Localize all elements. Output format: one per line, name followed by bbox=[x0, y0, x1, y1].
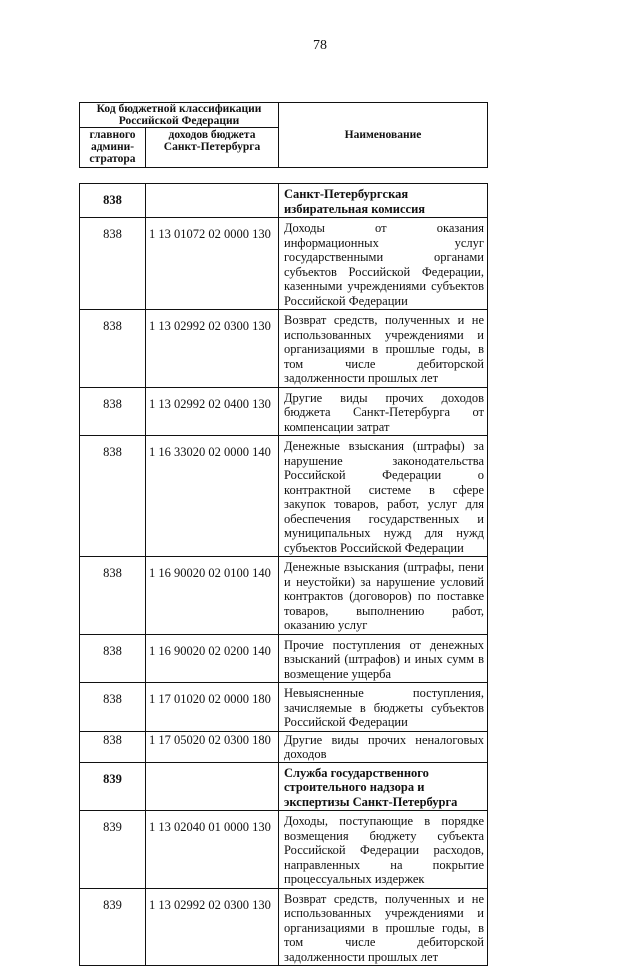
table-row bbox=[80, 387, 488, 436]
table-row bbox=[80, 731, 488, 762]
table-row bbox=[80, 634, 488, 683]
name-cell: Санкт-Петербургская избирательная комиссия bbox=[279, 184, 488, 218]
income-code-cell: 1 17 05020 02 0300 180 bbox=[146, 731, 279, 762]
name-cell: Возврат средств, полученных и не использованных учреждениями и организациями в прошлые годы, в том числе дебиторской задолженности прошлых лет bbox=[279, 888, 488, 966]
income-code-cell bbox=[146, 184, 279, 218]
header-name: Наименование bbox=[279, 103, 488, 168]
header-admin-column: главного админи-стратора bbox=[80, 128, 146, 168]
table-row bbox=[80, 218, 488, 310]
name-cell: Доходы, поступающие в порядке возмещения бюджету субъекта Российской Федерации расходов, направленных на покрытие процессуальных издержек bbox=[279, 811, 488, 889]
name-cell: Денежные взыскания (штрафы, пени и неустойки) за нарушение условий контрактов (договоров) по поставке товаров, выполнению работ, оказанию услуг bbox=[279, 557, 488, 635]
admin-code-cell: 838 bbox=[80, 310, 146, 388]
name-cell: Другие виды прочих доходов бюджета Санкт-Петербурга от компенсации затрат bbox=[279, 387, 488, 436]
table-row bbox=[80, 683, 488, 732]
income-code-cell: 1 16 90020 02 0200 140 bbox=[146, 634, 279, 683]
name-cell: Доходы от оказания информационных услуг государственными органами субъектов Российской Федерации, казенными учреждениями субъектов Российской Федерации bbox=[279, 218, 488, 310]
table-row bbox=[80, 888, 488, 966]
table-row bbox=[80, 310, 488, 388]
page-number: 78 bbox=[313, 38, 327, 53]
admin-code-cell: 838 bbox=[80, 436, 146, 557]
admin-code-cell: 839 bbox=[80, 888, 146, 966]
table-row bbox=[80, 436, 488, 557]
name-cell: Другие виды прочих неналоговых доходов bbox=[279, 731, 488, 762]
table-row bbox=[80, 762, 488, 811]
table-row bbox=[80, 557, 488, 635]
income-code-cell: 1 13 02992 02 0400 130 bbox=[146, 387, 279, 436]
admin-code-cell: 838 bbox=[80, 218, 146, 310]
table-row bbox=[80, 811, 488, 889]
admin-code-cell: 839 bbox=[80, 811, 146, 889]
income-code-cell: 1 13 02040 01 0000 130 bbox=[146, 811, 279, 889]
income-table bbox=[79, 183, 488, 966]
income-code-cell: 1 13 02992 02 0300 130 bbox=[146, 888, 279, 966]
name-cell: Прочие поступления от денежных взысканий (штрафов) и иных сумм в возмещение ущерба bbox=[279, 634, 488, 683]
income-code-cell: 1 13 01072 02 0000 130 bbox=[146, 218, 279, 310]
header-income-column: доходов бюджета Санкт-Петербурга bbox=[146, 128, 279, 168]
income-code-cell: 1 17 01020 02 0000 180 bbox=[146, 683, 279, 732]
table-header bbox=[79, 102, 488, 168]
admin-code-cell: 838 bbox=[80, 387, 146, 436]
admin-code-cell: 839 bbox=[80, 762, 146, 811]
income-code-cell: 1 16 90020 02 0100 140 bbox=[146, 557, 279, 635]
admin-code-cell: 838 bbox=[80, 184, 146, 218]
table-row bbox=[80, 184, 488, 218]
income-code-cell bbox=[146, 762, 279, 811]
name-cell: Возврат средств, полученных и не использованных учреждениями и организациями в прошлые годы, в том числе дебиторской задолженности прошлых лет bbox=[279, 310, 488, 388]
header-classification-code: Код бюджетной классификации Российской Федерации bbox=[80, 103, 279, 128]
name-cell: Денежные взыскания (штрафы) за нарушение законодательства Российской Федерации о контрактной системе в сфере закупок товаров, работ, услуг для обеспечения государственных и муниципальных нужд для нужд субъектов Российской Федерации bbox=[279, 436, 488, 557]
admin-code-cell: 838 bbox=[80, 731, 146, 762]
admin-code-cell: 838 bbox=[80, 557, 146, 635]
admin-code-cell: 838 bbox=[80, 683, 146, 732]
income-code-cell: 1 16 33020 02 0000 140 bbox=[146, 436, 279, 557]
name-cell: Невыясненные поступления, зачисляемые в бюджеты субъектов Российской Федерации bbox=[279, 683, 488, 732]
admin-code-cell: 838 bbox=[80, 634, 146, 683]
income-code-cell: 1 13 02992 02 0300 130 bbox=[146, 310, 279, 388]
name-cell: Служба государственного строительного надзора и экспертизы Санкт-Петербурга bbox=[279, 762, 488, 811]
